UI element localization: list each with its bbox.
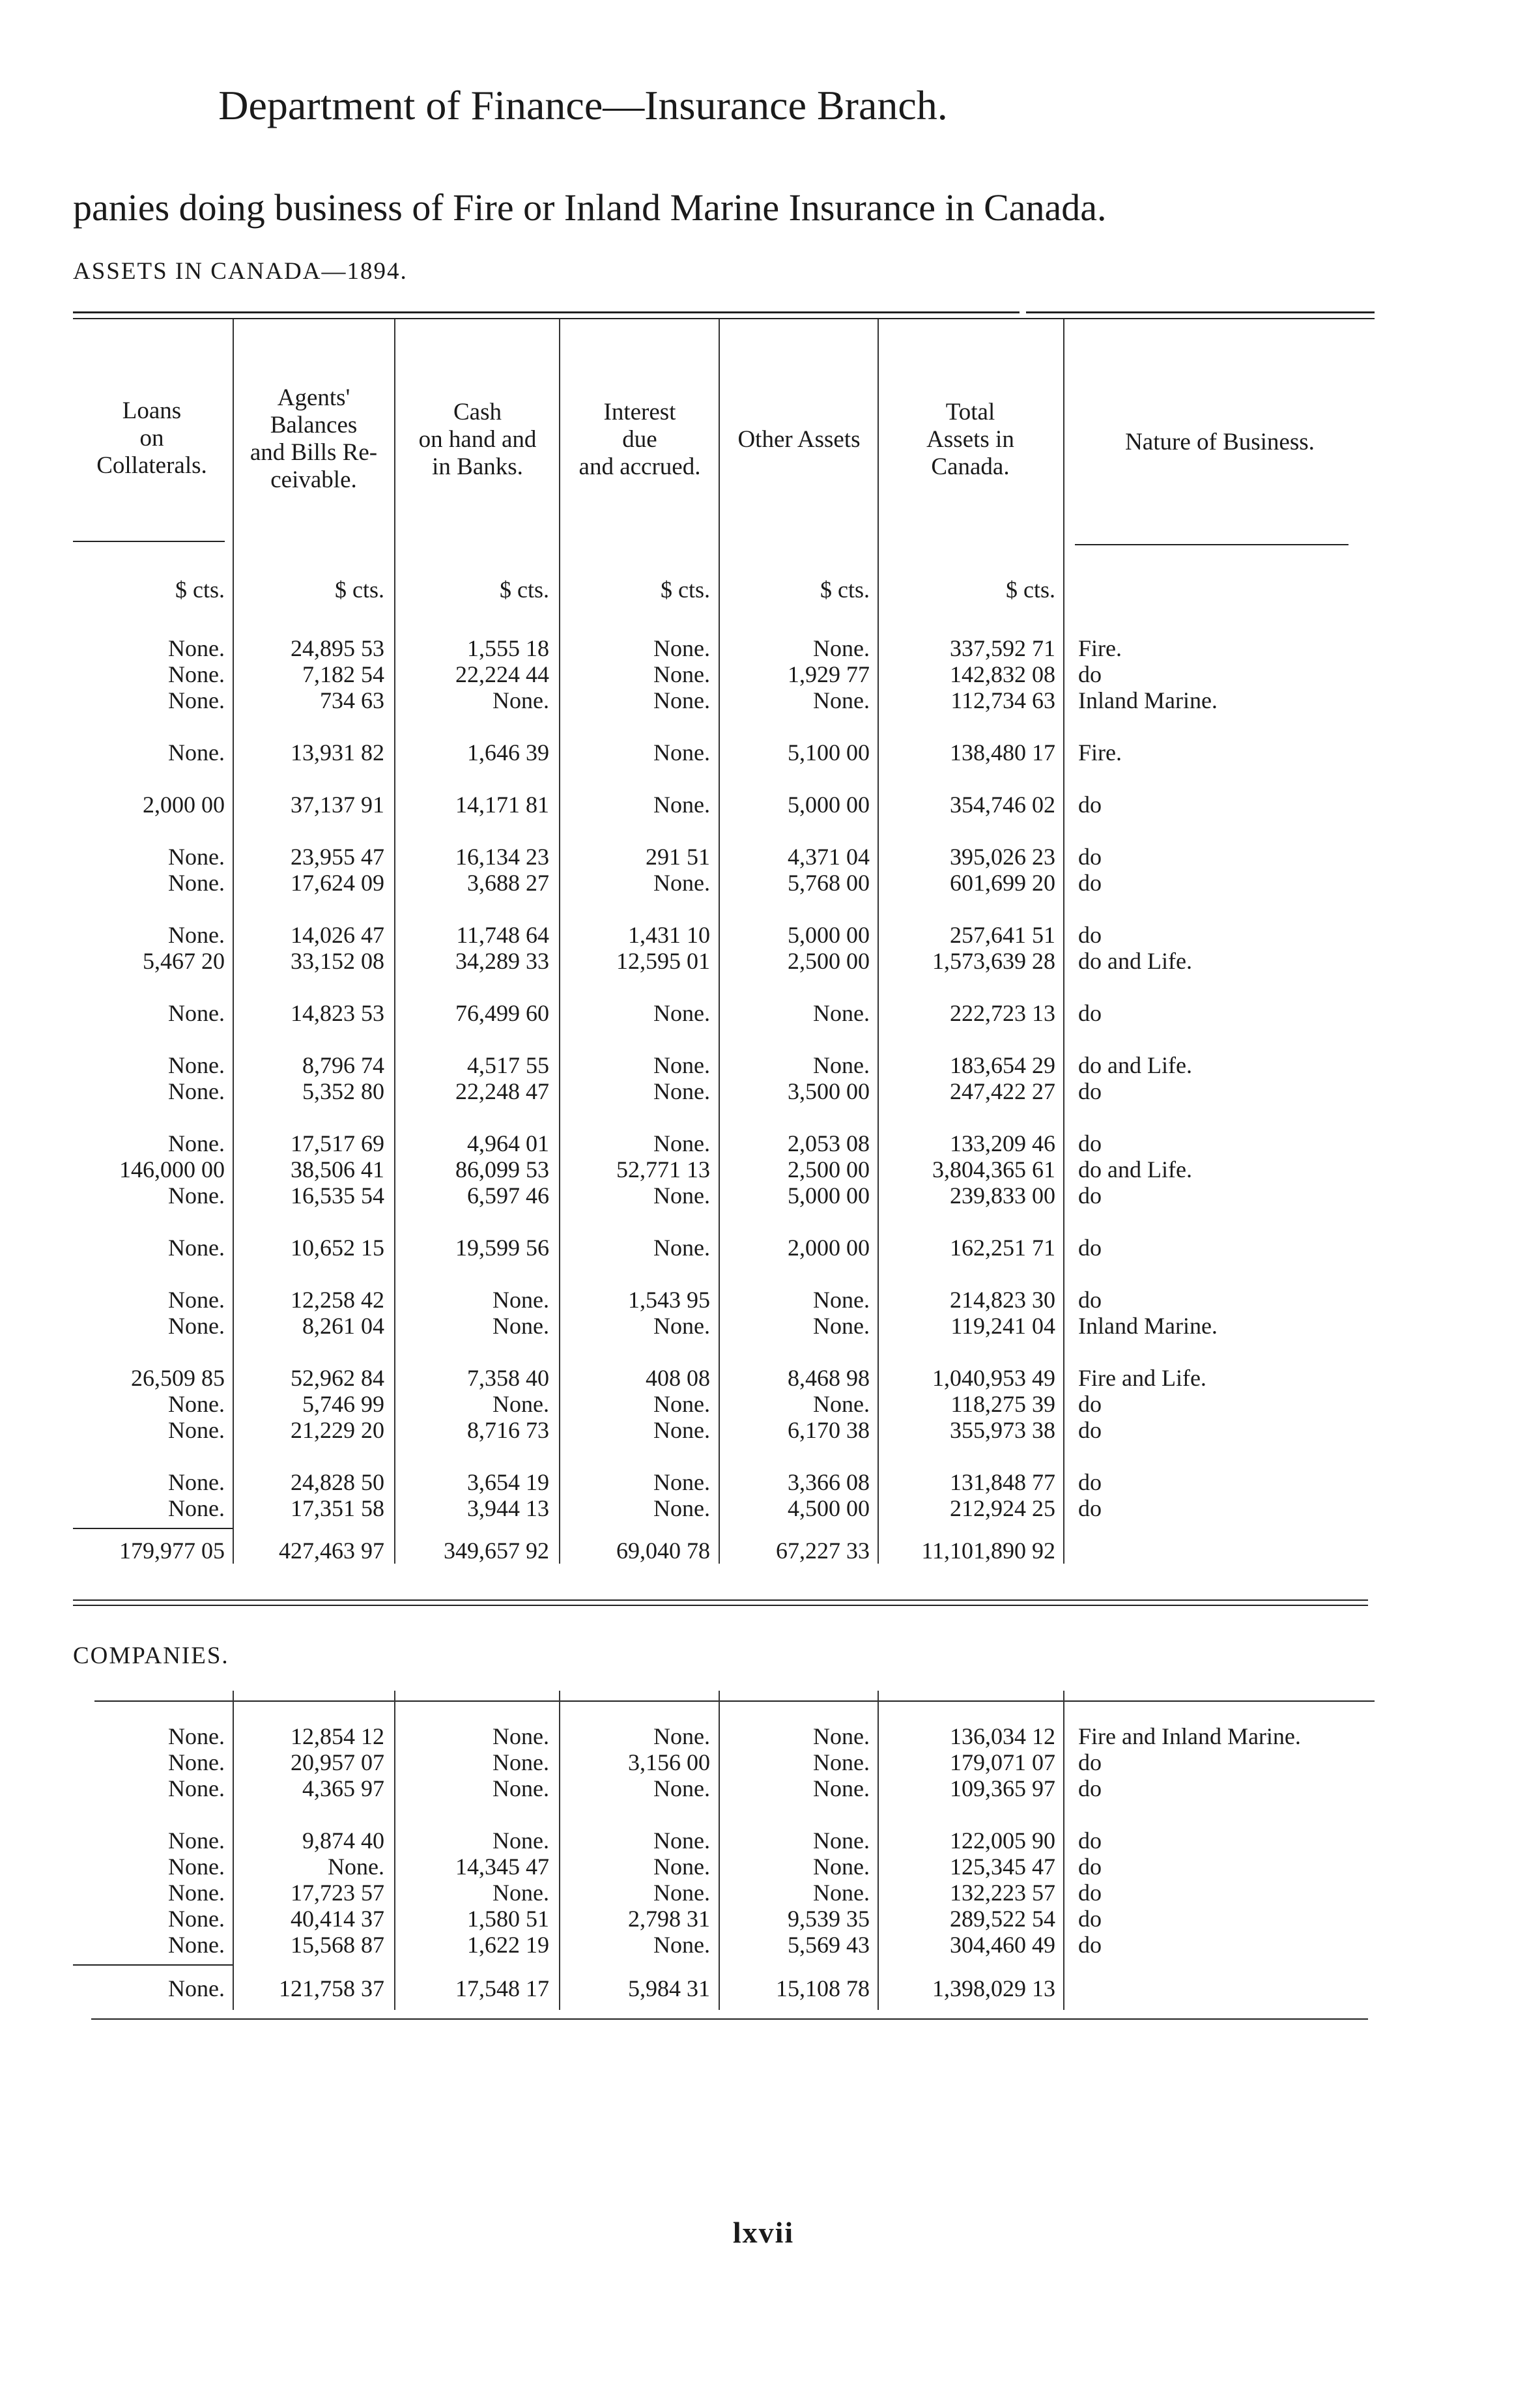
table-row-cell: 21,229 20 bbox=[291, 1417, 384, 1443]
table-rule bbox=[91, 2018, 1368, 2020]
table-row-cell: 20,957 07 bbox=[291, 1749, 384, 1775]
table-row-cell: 34,289 33 bbox=[455, 948, 549, 974]
table-row-cell: None. bbox=[813, 1749, 870, 1775]
table-row-cell: 601,699 20 bbox=[950, 870, 1055, 896]
table-row-cell: 38,506 41 bbox=[291, 1156, 384, 1182]
table-row-business: do and Life. bbox=[1078, 1052, 1192, 1078]
table-row-cell: 3,500 00 bbox=[788, 1078, 870, 1104]
table-row-cell: None. bbox=[813, 687, 870, 713]
units-label: $ cts. bbox=[335, 577, 384, 603]
table-row-cell: 247,422 27 bbox=[950, 1078, 1055, 1104]
table-row-cell: None. bbox=[653, 635, 710, 661]
table-row-business: do and Life. bbox=[1078, 1156, 1192, 1182]
column-header: Interest due and accrued. bbox=[578, 399, 701, 480]
table-row-business: do bbox=[1078, 1828, 1102, 1854]
table-row-cell: 5,352 80 bbox=[302, 1078, 384, 1104]
table-row-cell: 183,654 29 bbox=[950, 1052, 1055, 1078]
table-row-cell: None. bbox=[168, 1723, 225, 1749]
table-row-cell: 131,848 77 bbox=[950, 1469, 1055, 1495]
total-cell: 5,984 31 bbox=[628, 1975, 710, 2001]
table-row-cell: 4,371 04 bbox=[788, 844, 870, 870]
table-row-cell: None. bbox=[492, 1723, 549, 1749]
table-row-cell: None. bbox=[492, 1828, 549, 1854]
table-row-cell: None. bbox=[492, 1749, 549, 1775]
table-row-cell: None. bbox=[168, 922, 225, 948]
table-row-cell: None. bbox=[653, 739, 710, 766]
table-row-cell: 3,654 19 bbox=[467, 1469, 549, 1495]
table-row-cell: None. bbox=[168, 1078, 225, 1104]
column-header: Other Assets bbox=[737, 426, 861, 453]
table-row-cell: None. bbox=[168, 1417, 225, 1443]
table-row-cell: 24,895 53 bbox=[291, 635, 384, 661]
table-row-cell: None. bbox=[653, 1313, 710, 1339]
table-row-cell: 37,137 91 bbox=[291, 792, 384, 818]
table-row-cell: 4,500 00 bbox=[788, 1495, 870, 1521]
table-row-cell: 5,100 00 bbox=[788, 739, 870, 766]
table-row-cell: 8,716 73 bbox=[467, 1417, 549, 1443]
page-subtitle: panies doing business of Fire or Inland Marine Insurance in Canada. bbox=[73, 186, 1107, 229]
table-row-business: Fire and Life. bbox=[1078, 1365, 1206, 1391]
table-row-cell: 5,746 99 bbox=[302, 1391, 384, 1417]
table-rule bbox=[73, 1605, 1368, 1606]
table-row-cell: 1,929 77 bbox=[788, 661, 870, 687]
table-row-cell: 1,622 19 bbox=[467, 1932, 549, 1958]
table-row-cell: 1,573,639 28 bbox=[932, 948, 1055, 974]
table-row-cell: 3,944 13 bbox=[467, 1495, 549, 1521]
table-row-cell: None. bbox=[653, 1182, 710, 1209]
table-row-cell: None. bbox=[168, 1775, 225, 1801]
table-row-cell: 162,251 71 bbox=[950, 1235, 1055, 1261]
table-row-cell: None. bbox=[813, 1287, 870, 1313]
table-rule bbox=[73, 541, 225, 542]
table-row-cell: None. bbox=[813, 635, 870, 661]
table-row-cell: 119,241 04 bbox=[950, 1313, 1055, 1339]
table-row-cell: 138,480 17 bbox=[950, 739, 1055, 766]
table-row-cell: 354,746 02 bbox=[950, 792, 1055, 818]
column-divider bbox=[878, 319, 879, 1564]
table-row-cell: None. bbox=[168, 844, 225, 870]
total-cell: 179,977 05 bbox=[119, 1538, 225, 1564]
section-title-assets: ASSETS IN CANADA—1894. bbox=[73, 258, 408, 285]
table-row-cell: 136,034 12 bbox=[950, 1723, 1055, 1749]
table-row-cell: None. bbox=[653, 1391, 710, 1417]
table-row-cell: 14,171 81 bbox=[455, 792, 549, 818]
table-row-cell: 4,964 01 bbox=[467, 1130, 549, 1156]
table-row-cell: 4,365 97 bbox=[302, 1775, 384, 1801]
table-row-business: Fire. bbox=[1078, 635, 1122, 661]
table-row-cell: None. bbox=[813, 1000, 870, 1026]
table-row-cell: None. bbox=[653, 1078, 710, 1104]
table-row-cell: 76,499 60 bbox=[455, 1000, 549, 1026]
table-row-business: Fire and Inland Marine. bbox=[1078, 1723, 1301, 1749]
table-row-cell: 408 08 bbox=[646, 1365, 710, 1391]
table-row-cell: None. bbox=[653, 792, 710, 818]
table-row-cell: 9,539 35 bbox=[788, 1906, 870, 1932]
table-row-cell: 304,460 49 bbox=[950, 1932, 1055, 1958]
table-row-cell: 5,569 43 bbox=[788, 1932, 870, 1958]
table-row-business: do bbox=[1078, 1287, 1102, 1313]
table-rule bbox=[73, 1528, 233, 1529]
table-row-cell: 1,646 39 bbox=[467, 739, 549, 766]
table-row-cell: None. bbox=[653, 1235, 710, 1261]
table-row-cell: 14,345 47 bbox=[455, 1854, 549, 1880]
table-row-cell: 5,000 00 bbox=[788, 922, 870, 948]
table-row-cell: None. bbox=[492, 1775, 549, 1801]
table-row-cell: 2,500 00 bbox=[788, 948, 870, 974]
table-row-cell: 1,580 51 bbox=[467, 1906, 549, 1932]
table-row-cell: None. bbox=[653, 661, 710, 687]
table-row-cell: None. bbox=[168, 1495, 225, 1521]
table-row-cell: None. bbox=[168, 1287, 225, 1313]
table-row-cell: 24,828 50 bbox=[291, 1469, 384, 1495]
table-row-cell: 12,595 01 bbox=[616, 948, 710, 974]
table-row-cell: 17,723 57 bbox=[291, 1880, 384, 1906]
table-row-cell: 8,468 98 bbox=[788, 1365, 870, 1391]
column-header: Nature of Business. bbox=[1125, 429, 1315, 455]
table-row-cell: None. bbox=[813, 1880, 870, 1906]
table-row-business: do bbox=[1078, 1932, 1102, 1958]
table-row-cell: 122,005 90 bbox=[950, 1828, 1055, 1854]
table-row-cell: None. bbox=[653, 870, 710, 896]
table-row-cell: 9,874 40 bbox=[302, 1828, 384, 1854]
table-row-cell: None. bbox=[813, 1723, 870, 1749]
table-row-business: do and Life. bbox=[1078, 948, 1192, 974]
table-row-cell: None. bbox=[168, 1313, 225, 1339]
table-row-cell: None. bbox=[168, 1828, 225, 1854]
table-row-cell: 14,823 53 bbox=[291, 1000, 384, 1026]
total-cell: None. bbox=[168, 1975, 225, 2001]
table-row-business: do bbox=[1078, 844, 1102, 870]
table-row-business: do bbox=[1078, 1495, 1102, 1521]
table-row-cell: None. bbox=[813, 1775, 870, 1801]
table-row-cell: None. bbox=[813, 1391, 870, 1417]
table-row-cell: 40,414 37 bbox=[291, 1906, 384, 1932]
table-row-cell: None. bbox=[653, 1495, 710, 1521]
table-row-cell: 23,955 47 bbox=[291, 844, 384, 870]
table-row-cell: None. bbox=[653, 1723, 710, 1749]
column-header: Cash on hand and in Banks. bbox=[418, 399, 537, 480]
table-row-cell: 13,931 82 bbox=[291, 739, 384, 766]
table-row-cell: 142,832 08 bbox=[950, 661, 1055, 687]
table-row-cell: 16,535 54 bbox=[291, 1182, 384, 1209]
table-row-cell: 2,500 00 bbox=[788, 1156, 870, 1182]
table-row-business: do bbox=[1078, 1182, 1102, 1209]
table-row-cell: 109,365 97 bbox=[950, 1775, 1055, 1801]
table-row-cell: None. bbox=[168, 1182, 225, 1209]
table-row-cell: None. bbox=[653, 1775, 710, 1801]
table-row-cell: 3,804,365 61 bbox=[932, 1156, 1055, 1182]
table-row-cell: None. bbox=[813, 1052, 870, 1078]
table-row-cell: 15,568 87 bbox=[291, 1932, 384, 1958]
section-title-companies: COMPANIES. bbox=[73, 1642, 229, 1669]
table-row-cell: 6,597 46 bbox=[467, 1182, 549, 1209]
table-row-cell: 222,723 13 bbox=[950, 1000, 1055, 1026]
table-row-business: do bbox=[1078, 792, 1102, 818]
table-row-cell: None. bbox=[168, 1052, 225, 1078]
table-row-business: Inland Marine. bbox=[1078, 687, 1218, 713]
table-row-business: do bbox=[1078, 1130, 1102, 1156]
table-row-cell: None. bbox=[813, 1854, 870, 1880]
table-row-business: do bbox=[1078, 1854, 1102, 1880]
table-row-cell: None. bbox=[653, 1469, 710, 1495]
table-row-cell: 133,209 46 bbox=[950, 1130, 1055, 1156]
table-row-cell: None. bbox=[492, 1391, 549, 1417]
table-rule bbox=[1075, 544, 1349, 545]
table-row-cell: 7,358 40 bbox=[467, 1365, 549, 1391]
table-row-business: do bbox=[1078, 1391, 1102, 1417]
table-row-cell: 239,833 00 bbox=[950, 1182, 1055, 1209]
table-row-cell: 17,351 58 bbox=[291, 1495, 384, 1521]
table-row-cell: None. bbox=[168, 1932, 225, 1958]
total-cell: 349,657 92 bbox=[444, 1538, 549, 1564]
column-header: Total Assets in Canada. bbox=[926, 399, 1014, 480]
table-row-cell: 2,798 31 bbox=[628, 1906, 710, 1932]
units-label: $ cts. bbox=[1006, 577, 1055, 603]
column-divider bbox=[1063, 1691, 1064, 2010]
table-row-cell: 1,431 10 bbox=[628, 922, 710, 948]
total-cell: 1,398,029 13 bbox=[932, 1975, 1055, 2001]
table-row-cell: None. bbox=[168, 1749, 225, 1775]
table-row-business: do bbox=[1078, 1469, 1102, 1495]
table-row-business: do bbox=[1078, 661, 1102, 687]
page-number: lxvii bbox=[732, 2216, 795, 2249]
table-row-cell: 12,258 42 bbox=[291, 1287, 384, 1313]
table-row-cell: 1,543 95 bbox=[628, 1287, 710, 1313]
table-row-business: Fire. bbox=[1078, 739, 1122, 766]
table-row-cell: None. bbox=[492, 1287, 549, 1313]
table-row-business: do bbox=[1078, 1906, 1102, 1932]
table-row-cell: 52,771 13 bbox=[616, 1156, 710, 1182]
units-label: $ cts. bbox=[175, 577, 225, 603]
table-row-cell: 8,796 74 bbox=[302, 1052, 384, 1078]
table-row-cell: 291 51 bbox=[646, 844, 710, 870]
table-row-business: do bbox=[1078, 1880, 1102, 1906]
table-row-cell: 395,026 23 bbox=[950, 844, 1055, 870]
table-row-cell: 5,467 20 bbox=[143, 948, 225, 974]
table-row-cell: None. bbox=[653, 1052, 710, 1078]
table-row-cell: 132,223 57 bbox=[950, 1880, 1055, 1906]
table-row-business: Inland Marine. bbox=[1078, 1313, 1218, 1339]
table-row-cell: 179,071 07 bbox=[950, 1749, 1055, 1775]
table-row-cell: 10,652 15 bbox=[291, 1235, 384, 1261]
table-row-cell: 1,040,953 49 bbox=[932, 1365, 1055, 1391]
table-row-cell: 112,734 63 bbox=[950, 687, 1055, 713]
total-cell: 427,463 97 bbox=[279, 1538, 384, 1564]
table-row-cell: None. bbox=[168, 1469, 225, 1495]
table-row-cell: None. bbox=[653, 1880, 710, 1906]
table-row-cell: 355,973 38 bbox=[950, 1417, 1055, 1443]
table-row-cell: 337,592 71 bbox=[950, 635, 1055, 661]
table-row-cell: 5,000 00 bbox=[788, 792, 870, 818]
table-row-cell: None. bbox=[168, 1235, 225, 1261]
table-row-cell: None. bbox=[492, 687, 549, 713]
table-row-cell: None. bbox=[168, 1391, 225, 1417]
table-row-cell: None. bbox=[813, 1313, 870, 1339]
table-row-cell: 14,026 47 bbox=[291, 922, 384, 948]
total-cell: 121,758 37 bbox=[279, 1975, 384, 2001]
table-row-cell: 86,099 53 bbox=[455, 1156, 549, 1182]
table-row-business: do bbox=[1078, 1235, 1102, 1261]
table-row-cell: 17,517 69 bbox=[291, 1130, 384, 1156]
table-row-cell: 3,156 00 bbox=[628, 1749, 710, 1775]
table-rule bbox=[1026, 311, 1375, 313]
table-row-cell: 52,962 84 bbox=[291, 1365, 384, 1391]
table-row-cell: 33,152 08 bbox=[291, 948, 384, 974]
table-row-cell: None. bbox=[492, 1880, 549, 1906]
table-row-cell: None. bbox=[653, 1000, 710, 1026]
table-row-cell: 125,345 47 bbox=[950, 1854, 1055, 1880]
units-label: $ cts. bbox=[820, 577, 870, 603]
table-row-cell: 1,555 18 bbox=[467, 635, 549, 661]
total-cell: 17,548 17 bbox=[455, 1975, 549, 2001]
table-row-cell: 2,000 00 bbox=[788, 1235, 870, 1261]
table-row-business: do bbox=[1078, 1078, 1102, 1104]
units-label: $ cts. bbox=[500, 577, 549, 603]
table-row-cell: None. bbox=[653, 1932, 710, 1958]
total-cell: 11,101,890 92 bbox=[921, 1538, 1055, 1564]
table-rule bbox=[94, 1700, 1375, 1702]
table-row-cell: 2,053 08 bbox=[788, 1130, 870, 1156]
table-row-cell: 212,924 25 bbox=[950, 1495, 1055, 1521]
table-row-cell: 8,261 04 bbox=[302, 1313, 384, 1339]
table-row-business: do bbox=[1078, 1000, 1102, 1026]
table-row-cell: 214,823 30 bbox=[950, 1287, 1055, 1313]
column-header: Loans on Collaterals. bbox=[96, 397, 207, 479]
table-row-cell: None. bbox=[168, 1000, 225, 1026]
table-row-business: do bbox=[1078, 922, 1102, 948]
table-row-cell: None. bbox=[168, 1854, 225, 1880]
table-row-cell: None. bbox=[653, 1130, 710, 1156]
table-rule bbox=[73, 311, 1020, 313]
table-row-cell: 17,624 09 bbox=[291, 870, 384, 896]
table-row-cell: 3,366 08 bbox=[788, 1469, 870, 1495]
table-row-cell: 289,522 54 bbox=[950, 1906, 1055, 1932]
total-cell: 15,108 78 bbox=[776, 1975, 870, 2001]
table-row-cell: 734 63 bbox=[320, 687, 384, 713]
table-row-business: do bbox=[1078, 870, 1102, 896]
table-rule bbox=[73, 1964, 233, 1966]
table-row-cell: 26,509 85 bbox=[131, 1365, 225, 1391]
table-row-cell: 118,275 39 bbox=[950, 1391, 1055, 1417]
total-cell: 69,040 78 bbox=[616, 1538, 710, 1564]
table-row-cell: 7,182 54 bbox=[302, 661, 384, 687]
table-row-cell: None. bbox=[168, 1906, 225, 1932]
table-row-cell: None. bbox=[653, 1417, 710, 1443]
table-row-cell: None. bbox=[813, 1828, 870, 1854]
table-row-cell: None. bbox=[168, 870, 225, 896]
column-divider bbox=[1063, 319, 1064, 1564]
column-divider bbox=[878, 1691, 879, 2010]
table-rule bbox=[73, 318, 1375, 319]
page-title: Department of Finance—Insurance Branch. bbox=[218, 82, 948, 128]
table-rule bbox=[73, 1599, 1368, 1601]
table-row-cell: 2,000 00 bbox=[143, 792, 225, 818]
table-row-cell: None. bbox=[168, 739, 225, 766]
table-row-cell: None. bbox=[168, 1880, 225, 1906]
table-row-cell: 6,170 38 bbox=[788, 1417, 870, 1443]
table-row-cell: None. bbox=[653, 1828, 710, 1854]
table-row-cell: 22,224 44 bbox=[455, 661, 549, 687]
table-row-cell: 16,134 23 bbox=[455, 844, 549, 870]
table-row-cell: None. bbox=[653, 687, 710, 713]
table-row-cell: None. bbox=[492, 1313, 549, 1339]
column-header: Agents' Balances and Bills Re- ceivable. bbox=[250, 384, 378, 493]
table-row-cell: 4,517 55 bbox=[467, 1052, 549, 1078]
table-row-cell: 3,688 27 bbox=[467, 870, 549, 896]
table-row-cell: 257,641 51 bbox=[950, 922, 1055, 948]
table-row-business: do bbox=[1078, 1417, 1102, 1443]
total-cell: 67,227 33 bbox=[776, 1538, 870, 1564]
table-row-cell: 5,768 00 bbox=[788, 870, 870, 896]
table-row-business: do bbox=[1078, 1775, 1102, 1801]
table-row-cell: None. bbox=[168, 687, 225, 713]
table-row-cell: None. bbox=[168, 1130, 225, 1156]
table-row-cell: None. bbox=[328, 1854, 384, 1880]
table-row-cell: 12,854 12 bbox=[291, 1723, 384, 1749]
table-row-business: do bbox=[1078, 1749, 1102, 1775]
table-row-cell: 146,000 00 bbox=[119, 1156, 225, 1182]
units-label: $ cts. bbox=[661, 577, 710, 603]
table-row-cell: 22,248 47 bbox=[455, 1078, 549, 1104]
table-row-cell: None. bbox=[168, 661, 225, 687]
table-row-cell: 11,748 64 bbox=[456, 922, 549, 948]
table-row-cell: 19,599 56 bbox=[455, 1235, 549, 1261]
table-row-cell: None. bbox=[168, 635, 225, 661]
table-row-cell: 5,000 00 bbox=[788, 1182, 870, 1209]
table-row-cell: None. bbox=[653, 1854, 710, 1880]
